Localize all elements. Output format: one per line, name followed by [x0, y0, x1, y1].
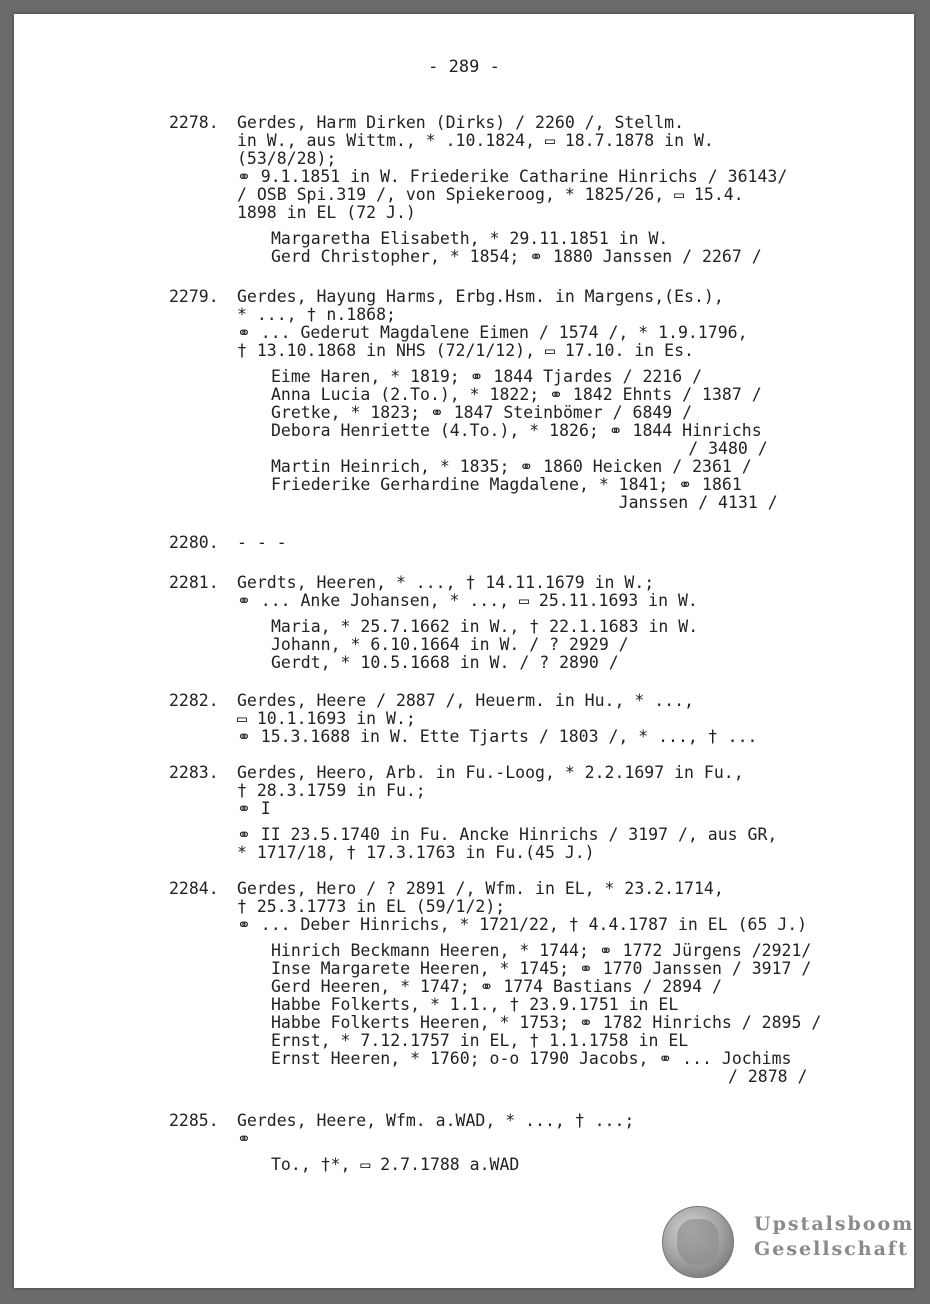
entry-text: Gerdts, Heeren, * ..., † 14.11.1679 in W.; — [237, 573, 655, 592]
child-line: Gerd Christopher, * 1854; ⚭ 1880 Janssen / 2267 / — [271, 247, 762, 266]
child-line: / 2878 / — [271, 1067, 808, 1086]
entry-line — [169, 324, 889, 342]
entry-line — [169, 800, 889, 818]
entry-number: 2281. — [169, 573, 219, 592]
entry-2285 — [169, 1112, 889, 1174]
entry-line — [169, 692, 889, 710]
seal-icon — [662, 1206, 734, 1278]
logo-text — [754, 1212, 914, 1262]
entry-text: ⚭ ... Gederut Magdalene Eimen / 1574 /, * 1.9.1796, — [237, 323, 748, 342]
entry-line — [169, 204, 889, 222]
child-line: Friederike Gerhardine Magdalene, * 1841; ⚭ 1861 — [271, 475, 742, 494]
entry-2284 — [169, 880, 889, 1086]
entry-line — [169, 574, 889, 592]
entry-text: / OSB Spi.319 /, von Spiekeroog, * 1825/26, ▭ 15.4. — [237, 185, 744, 204]
logo-line-1: Upstalsboom — [754, 1213, 915, 1235]
entry-number: 2285. — [169, 1111, 219, 1130]
entry-text: ⚭ — [237, 1129, 251, 1148]
entry-line — [169, 898, 889, 916]
entry-text: ⚭ 15.3.1688 in W. Ette Tjarts / 1803 /, * ..., † ... — [237, 727, 758, 746]
child-line: Ernst, * 7.12.1757 in EL, † 1.1.1758 in EL — [271, 1031, 689, 1050]
document-page — [14, 14, 914, 1288]
child-line: Janssen / 4131 / — [271, 493, 778, 512]
child-line: * 1717/18, † 17.3.1763 in Fu.(45 J.) — [237, 843, 595, 862]
entry-line — [169, 764, 889, 782]
entry-line — [169, 114, 889, 132]
entry-text: (53/8/28); — [237, 149, 337, 168]
entry-line — [169, 288, 889, 306]
entry-line — [169, 728, 889, 746]
child-line: Hinrich Beckmann Heeren, * 1744; ⚭ 1772 Jürgens /2921/ — [271, 941, 812, 960]
child-line: To., †*, ▭ 2.7.1788 a.WAD — [271, 1155, 520, 1174]
entry-number: 2278. — [169, 113, 219, 132]
entry-text: † 13.10.1868 in NHS (72/1/12), ▭ 17.10. in Es. — [237, 341, 694, 360]
logo-line-2: Gesellschaft — [754, 1238, 909, 1260]
entry-line — [169, 880, 889, 898]
entry-text: ▭ 10.1.1693 in W.; — [237, 709, 416, 728]
child-line: Gretke, * 1823; ⚭ 1847 Steinbömer / 6849 / — [271, 403, 693, 422]
entry-line — [169, 168, 889, 186]
entry-text: ⚭ ... Deber Hinrichs, * 1721/22, † 4.4.1787 in EL (65 J.) — [237, 915, 808, 934]
entry-2278 — [169, 114, 889, 266]
entry-line — [169, 1130, 889, 1148]
entry-text: - - - — [237, 533, 287, 552]
child-line: Gerd Heeren, * 1747; ⚭ 1774 Bastians / 2894 / — [271, 977, 722, 996]
entry-line — [169, 150, 889, 168]
entry-text: ⚭ 9.1.1851 in W. Friederike Catharine Hinrichs / 36143/ — [237, 167, 788, 186]
entry-line — [169, 306, 889, 324]
entry-line — [169, 132, 889, 150]
child-line: ⚭ II 23.5.1740 in Fu. Ancke Hinrichs / 3197 /, aus GR, — [237, 825, 778, 844]
entry-2282 — [169, 692, 889, 746]
entry-line — [169, 534, 889, 552]
child-line: Ernst Heeren, * 1760; o-o 1790 Jacobs, ⚭ ... Jochims — [271, 1049, 792, 1068]
entry-text: in W., aus Wittm., * .10.1824, ▭ 18.7.1878 in W. — [237, 131, 714, 150]
entry-line — [169, 342, 889, 360]
entry-2283 — [169, 764, 889, 862]
child-line: Gerdt, * 10.5.1668 in W. / ? 2890 / — [271, 653, 619, 672]
entry-line — [169, 710, 889, 728]
child-line: Eime Haren, * 1819; ⚭ 1844 Tjardes / 2216 / — [271, 367, 703, 386]
entry-text: † 28.3.1759 in Fu.; — [237, 781, 426, 800]
child-line: Inse Margarete Heeren, * 1745; ⚭ 1770 Janssen / 3917 / — [271, 959, 812, 978]
entry-line — [169, 186, 889, 204]
child-line: Habbe Folkerts Heeren, * 1753; ⚭ 1782 Hinrichs / 2895 / — [271, 1013, 822, 1032]
entry-number: 2282. — [169, 691, 219, 710]
entry-number: 2279. — [169, 287, 219, 306]
entry-text: * ..., † n.1868; — [237, 305, 396, 324]
child-line: Martin Heinrich, * 1835; ⚭ 1860 Heicken / 2361 / — [271, 457, 752, 476]
page-number: - 289 - — [428, 57, 500, 77]
entry-line — [169, 592, 889, 610]
entry-number: 2283. — [169, 763, 219, 782]
entry-text: Gerdes, Hayung Harms, Erbg.Hsm. in Margens,(Es.), — [237, 287, 724, 306]
child-line: Debora Henriette (4.To.), * 1826; ⚭ 1844 Hinrichs — [271, 421, 762, 440]
child-line: Maria, * 25.7.1662 in W., † 22.1.1683 in W. — [271, 617, 699, 636]
child-line: Johann, * 6.10.1664 in W. / ? 2929 / — [271, 635, 629, 654]
child-line: Margaretha Elisabeth, * 29.11.1851 in W. — [271, 229, 669, 248]
entry-number: 2280. — [169, 533, 219, 552]
entry-text: Gerdes, Heere / 2887 /, Heuerm. in Hu., * ..., — [237, 691, 694, 710]
entry-text: † 25.3.1773 in EL (59/1/2); — [237, 897, 506, 916]
entry-text: ⚭ ... Anke Johansen, * ..., ▭ 25.11.1693 in W. — [237, 591, 698, 610]
entry-number: 2284. — [169, 879, 219, 898]
entry-2279 — [169, 288, 889, 512]
entry-text: Gerdes, Heero, Arb. in Fu.-Loog, * 2.2.1697 in Fu., — [237, 763, 744, 782]
entry-text: ⚭ I — [237, 799, 271, 818]
entry-line — [169, 1112, 889, 1130]
entry-2280 — [169, 534, 889, 552]
upstalsboom-logo — [662, 1206, 915, 1280]
child-line: Anna Lucia (2.To.), * 1822; ⚭ 1842 Ehnts / 1387 / — [271, 385, 762, 404]
entry-text: Gerdes, Harm Dirken (Dirks) / 2260 /, Stellm. — [237, 113, 685, 132]
entry-line — [169, 916, 889, 934]
entry-line — [169, 782, 889, 800]
child-line: / 3480 / — [271, 439, 768, 458]
entry-2281 — [169, 574, 889, 672]
entry-text: Gerdes, Heere, Wfm. a.WAD, * ..., † ...; — [237, 1111, 635, 1130]
child-line: Habbe Folkerts, * 1.1., † 23.9.1751 in EL — [271, 995, 679, 1014]
entry-text: 1898 in EL (72 J.) — [237, 203, 416, 222]
entry-text: Gerdes, Hero / ? 2891 /, Wfm. in EL, * 23.2.1714, — [237, 879, 724, 898]
